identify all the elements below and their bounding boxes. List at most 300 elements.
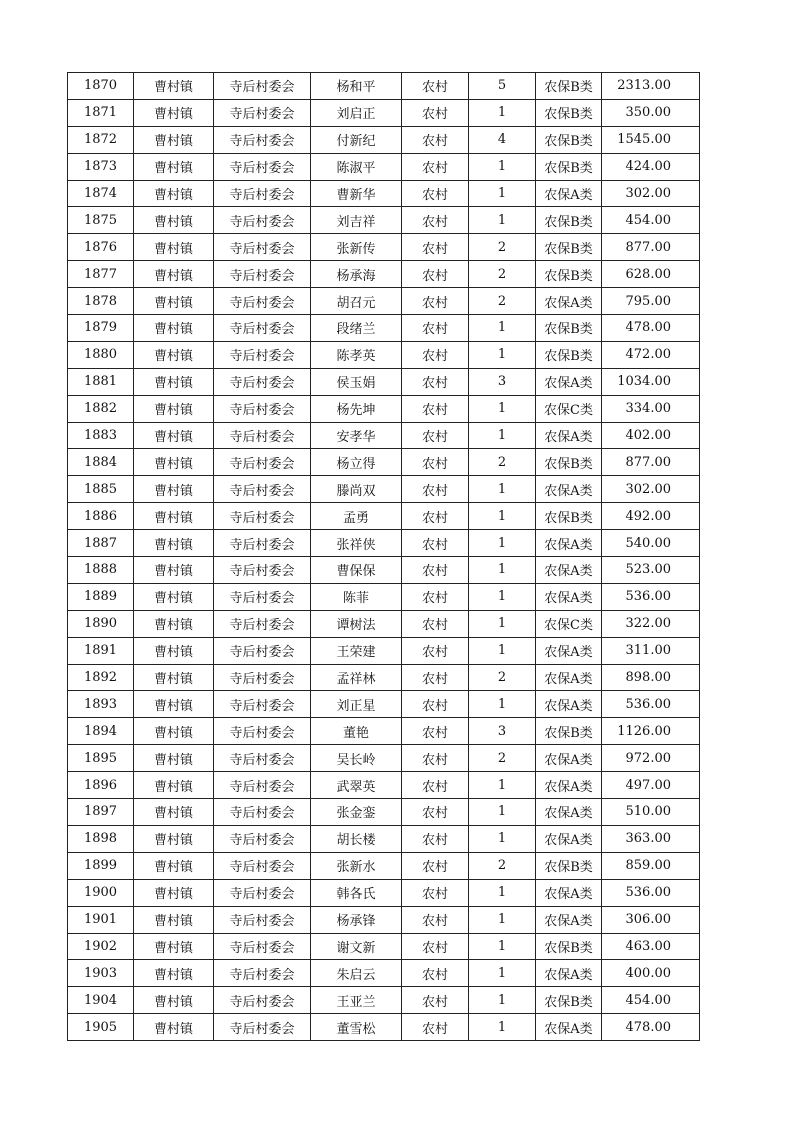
name-cell: 段绪兰 [311, 315, 402, 342]
category-cell: 农保B类 [536, 234, 602, 261]
amount-cell: 454.00 [602, 987, 700, 1014]
town-cell: 曹村镇 [134, 879, 214, 906]
household-count-cell: 1 [469, 153, 536, 180]
village-committee-cell: 寺后村委会 [214, 557, 311, 584]
row-number-cell: 1879 [68, 315, 134, 342]
village-committee-cell: 寺后村委会 [214, 610, 311, 637]
town-cell: 曹村镇 [134, 99, 214, 126]
town-cell: 曹村镇 [134, 718, 214, 745]
name-cell: 谭树法 [311, 610, 402, 637]
row-number-cell: 1881 [68, 368, 134, 395]
table-row [68, 987, 700, 1014]
row-number-cell: 1899 [68, 852, 134, 879]
table-row [68, 153, 700, 180]
table-row [68, 745, 700, 772]
name-cell: 杨先坤 [311, 395, 402, 422]
category-cell: 农保A类 [536, 583, 602, 610]
household-count-cell: 3 [469, 368, 536, 395]
town-cell: 曹村镇 [134, 73, 214, 100]
amount-cell: 302.00 [602, 180, 700, 207]
amount-cell: 400.00 [602, 960, 700, 987]
household-count-cell: 1 [469, 530, 536, 557]
category-cell: 农保B类 [536, 933, 602, 960]
town-cell: 曹村镇 [134, 261, 214, 288]
row-number-cell: 1902 [68, 933, 134, 960]
area-type-cell: 农村 [402, 583, 469, 610]
village-committee-cell: 寺后村委会 [214, 664, 311, 691]
village-committee-cell: 寺后村委会 [214, 73, 311, 100]
amount-cell: 363.00 [602, 825, 700, 852]
table-row [68, 126, 700, 153]
row-number-cell: 1897 [68, 799, 134, 826]
name-cell: 陈淑平 [311, 153, 402, 180]
category-cell: 农保B类 [536, 449, 602, 476]
table-row [68, 234, 700, 261]
amount-cell: 478.00 [602, 315, 700, 342]
area-type-cell: 农村 [402, 852, 469, 879]
area-type-cell: 农村 [402, 745, 469, 772]
household-count-cell: 2 [469, 852, 536, 879]
household-count-cell: 1 [469, 476, 536, 503]
category-cell: 农保C类 [536, 610, 602, 637]
area-type-cell: 农村 [402, 422, 469, 449]
amount-cell: 1034.00 [602, 368, 700, 395]
area-type-cell: 农村 [402, 960, 469, 987]
area-type-cell: 农村 [402, 799, 469, 826]
row-number-cell: 1887 [68, 530, 134, 557]
town-cell: 曹村镇 [134, 180, 214, 207]
household-count-cell: 1 [469, 1014, 536, 1041]
amount-cell: 454.00 [602, 207, 700, 234]
category-cell: 农保B类 [536, 153, 602, 180]
category-cell: 农保B类 [536, 503, 602, 530]
table-row [68, 772, 700, 799]
amount-cell: 302.00 [602, 476, 700, 503]
village-committee-cell: 寺后村委会 [214, 879, 311, 906]
area-type-cell: 农村 [402, 557, 469, 584]
name-cell: 杨承海 [311, 261, 402, 288]
amount-cell: 350.00 [602, 99, 700, 126]
category-cell: 农保A类 [536, 476, 602, 503]
table-row [68, 557, 700, 584]
household-count-cell: 2 [469, 745, 536, 772]
town-cell: 曹村镇 [134, 745, 214, 772]
area-type-cell: 农村 [402, 126, 469, 153]
household-count-cell: 1 [469, 906, 536, 933]
table-row [68, 449, 700, 476]
table-row [68, 906, 700, 933]
amount-cell: 424.00 [602, 153, 700, 180]
town-cell: 曹村镇 [134, 368, 214, 395]
town-cell: 曹村镇 [134, 126, 214, 153]
town-cell: 曹村镇 [134, 799, 214, 826]
amount-cell: 402.00 [602, 422, 700, 449]
area-type-cell: 农村 [402, 207, 469, 234]
name-cell: 张新水 [311, 852, 402, 879]
amount-cell: 523.00 [602, 557, 700, 584]
amount-cell: 536.00 [602, 583, 700, 610]
village-committee-cell: 寺后村委会 [214, 476, 311, 503]
area-type-cell: 农村 [402, 637, 469, 664]
household-count-cell: 2 [469, 664, 536, 691]
town-cell: 曹村镇 [134, 987, 214, 1014]
town-cell: 曹村镇 [134, 557, 214, 584]
name-cell: 杨立得 [311, 449, 402, 476]
row-number-cell: 1885 [68, 476, 134, 503]
household-count-cell: 1 [469, 637, 536, 664]
area-type-cell: 农村 [402, 368, 469, 395]
village-committee-cell: 寺后村委会 [214, 637, 311, 664]
village-committee-cell: 寺后村委会 [214, 288, 311, 315]
village-committee-cell: 寺后村委会 [214, 825, 311, 852]
area-type-cell: 农村 [402, 99, 469, 126]
town-cell: 曹村镇 [134, 449, 214, 476]
category-cell: 农保A类 [536, 664, 602, 691]
category-cell: 农保A类 [536, 745, 602, 772]
table-row [68, 422, 700, 449]
amount-cell: 1545.00 [602, 126, 700, 153]
name-cell: 孟祥林 [311, 664, 402, 691]
row-number-cell: 1889 [68, 583, 134, 610]
category-cell: 农保A类 [536, 530, 602, 557]
area-type-cell: 农村 [402, 610, 469, 637]
name-cell: 武翠英 [311, 772, 402, 799]
row-number-cell: 1886 [68, 503, 134, 530]
amount-cell: 795.00 [602, 288, 700, 315]
village-committee-cell: 寺后村委会 [214, 745, 311, 772]
area-type-cell: 农村 [402, 879, 469, 906]
table-row [68, 825, 700, 852]
village-committee-cell: 寺后村委会 [214, 960, 311, 987]
row-number-cell: 1901 [68, 906, 134, 933]
town-cell: 曹村镇 [134, 288, 214, 315]
name-cell: 杨和平 [311, 73, 402, 100]
row-number-cell: 1870 [68, 73, 134, 100]
name-cell: 陈孝英 [311, 341, 402, 368]
row-number-cell: 1904 [68, 987, 134, 1014]
table-row [68, 852, 700, 879]
name-cell: 张金銮 [311, 799, 402, 826]
amount-cell: 334.00 [602, 395, 700, 422]
town-cell: 曹村镇 [134, 852, 214, 879]
village-committee-cell: 寺后村委会 [214, 180, 311, 207]
table-row [68, 933, 700, 960]
row-number-cell: 1894 [68, 718, 134, 745]
household-count-cell: 2 [469, 261, 536, 288]
household-count-cell: 2 [469, 234, 536, 261]
household-count-cell: 2 [469, 288, 536, 315]
household-count-cell: 1 [469, 799, 536, 826]
row-number-cell: 1878 [68, 288, 134, 315]
category-cell: 农保A类 [536, 772, 602, 799]
name-cell: 张新传 [311, 234, 402, 261]
row-number-cell: 1893 [68, 691, 134, 718]
category-cell: 农保A类 [536, 825, 602, 852]
household-count-cell: 2 [469, 449, 536, 476]
category-cell: 农保B类 [536, 207, 602, 234]
table-row [68, 180, 700, 207]
village-committee-cell: 寺后村委会 [214, 153, 311, 180]
household-count-cell: 1 [469, 583, 536, 610]
household-count-cell: 3 [469, 718, 536, 745]
name-cell: 朱启云 [311, 960, 402, 987]
records-table [67, 72, 700, 1041]
village-committee-cell: 寺后村委会 [214, 449, 311, 476]
name-cell: 董雪松 [311, 1014, 402, 1041]
area-type-cell: 农村 [402, 772, 469, 799]
name-cell: 董艳 [311, 718, 402, 745]
name-cell: 曹保保 [311, 557, 402, 584]
table-row [68, 207, 700, 234]
household-count-cell: 1 [469, 422, 536, 449]
household-count-cell: 1 [469, 395, 536, 422]
amount-cell: 540.00 [602, 530, 700, 557]
household-count-cell: 4 [469, 126, 536, 153]
town-cell: 曹村镇 [134, 503, 214, 530]
town-cell: 曹村镇 [134, 207, 214, 234]
area-type-cell: 农村 [402, 530, 469, 557]
table-row [68, 288, 700, 315]
row-number-cell: 1883 [68, 422, 134, 449]
household-count-cell: 1 [469, 987, 536, 1014]
area-type-cell: 农村 [402, 987, 469, 1014]
area-type-cell: 农村 [402, 503, 469, 530]
amount-cell: 322.00 [602, 610, 700, 637]
village-committee-cell: 寺后村委会 [214, 261, 311, 288]
village-committee-cell: 寺后村委会 [214, 718, 311, 745]
area-type-cell: 农村 [402, 341, 469, 368]
area-type-cell: 农村 [402, 691, 469, 718]
row-number-cell: 1884 [68, 449, 134, 476]
town-cell: 曹村镇 [134, 664, 214, 691]
area-type-cell: 农村 [402, 476, 469, 503]
town-cell: 曹村镇 [134, 153, 214, 180]
category-cell: 农保A类 [536, 960, 602, 987]
category-cell: 农保A类 [536, 557, 602, 584]
village-committee-cell: 寺后村委会 [214, 422, 311, 449]
row-number-cell: 1874 [68, 180, 134, 207]
name-cell: 曹新华 [311, 180, 402, 207]
town-cell: 曹村镇 [134, 341, 214, 368]
table-row [68, 637, 700, 664]
amount-cell: 898.00 [602, 664, 700, 691]
table-row [68, 503, 700, 530]
area-type-cell: 农村 [402, 825, 469, 852]
village-committee-cell: 寺后村委会 [214, 341, 311, 368]
table-row [68, 73, 700, 100]
name-cell: 刘吉祥 [311, 207, 402, 234]
category-cell: 农保A类 [536, 799, 602, 826]
table-row [68, 99, 700, 126]
category-cell: 农保A类 [536, 906, 602, 933]
category-cell: 农保A类 [536, 368, 602, 395]
amount-cell: 859.00 [602, 852, 700, 879]
household-count-cell: 1 [469, 99, 536, 126]
area-type-cell: 农村 [402, 153, 469, 180]
category-cell: 农保B类 [536, 987, 602, 1014]
household-count-cell: 1 [469, 691, 536, 718]
household-count-cell: 1 [469, 933, 536, 960]
village-committee-cell: 寺后村委会 [214, 852, 311, 879]
row-number-cell: 1900 [68, 879, 134, 906]
records-table-body [68, 73, 700, 1041]
row-number-cell: 1872 [68, 126, 134, 153]
row-number-cell: 1892 [68, 664, 134, 691]
category-cell: 农保B类 [536, 126, 602, 153]
area-type-cell: 农村 [402, 1014, 469, 1041]
table-row [68, 799, 700, 826]
village-committee-cell: 寺后村委会 [214, 395, 311, 422]
category-cell: 农保B类 [536, 852, 602, 879]
household-count-cell: 1 [469, 315, 536, 342]
village-committee-cell: 寺后村委会 [214, 772, 311, 799]
village-committee-cell: 寺后村委会 [214, 1014, 311, 1041]
amount-cell: 1126.00 [602, 718, 700, 745]
category-cell: 农保B类 [536, 99, 602, 126]
category-cell: 农保B类 [536, 73, 602, 100]
name-cell: 安孝华 [311, 422, 402, 449]
amount-cell: 472.00 [602, 341, 700, 368]
amount-cell: 2313.00 [602, 73, 700, 100]
area-type-cell: 农村 [402, 449, 469, 476]
area-type-cell: 农村 [402, 261, 469, 288]
category-cell: 农保A类 [536, 180, 602, 207]
row-number-cell: 1882 [68, 395, 134, 422]
area-type-cell: 农村 [402, 664, 469, 691]
village-committee-cell: 寺后村委会 [214, 99, 311, 126]
village-committee-cell: 寺后村委会 [214, 799, 311, 826]
row-number-cell: 1871 [68, 99, 134, 126]
household-count-cell: 1 [469, 207, 536, 234]
amount-cell: 478.00 [602, 1014, 700, 1041]
area-type-cell: 农村 [402, 288, 469, 315]
amount-cell: 492.00 [602, 503, 700, 530]
household-count-cell: 1 [469, 879, 536, 906]
amount-cell: 311.00 [602, 637, 700, 664]
table-row [68, 341, 700, 368]
table-row [68, 610, 700, 637]
row-number-cell: 1896 [68, 772, 134, 799]
category-cell: 农保A类 [536, 288, 602, 315]
amount-cell: 306.00 [602, 906, 700, 933]
name-cell: 刘启正 [311, 99, 402, 126]
category-cell: 农保A类 [536, 1014, 602, 1041]
row-number-cell: 1903 [68, 960, 134, 987]
name-cell: 张祥侠 [311, 530, 402, 557]
name-cell: 王荣建 [311, 637, 402, 664]
village-committee-cell: 寺后村委会 [214, 207, 311, 234]
table-row [68, 1014, 700, 1041]
category-cell: 农保B类 [536, 718, 602, 745]
village-committee-cell: 寺后村委会 [214, 503, 311, 530]
amount-cell: 510.00 [602, 799, 700, 826]
area-type-cell: 农村 [402, 906, 469, 933]
name-cell: 胡长楼 [311, 825, 402, 852]
amount-cell: 536.00 [602, 691, 700, 718]
area-type-cell: 农村 [402, 234, 469, 261]
table-row [68, 664, 700, 691]
row-number-cell: 1877 [68, 261, 134, 288]
name-cell: 陈菲 [311, 583, 402, 610]
town-cell: 曹村镇 [134, 772, 214, 799]
name-cell: 胡召元 [311, 288, 402, 315]
name-cell: 付新纪 [311, 126, 402, 153]
row-number-cell: 1891 [68, 637, 134, 664]
category-cell: 农保A类 [536, 691, 602, 718]
town-cell: 曹村镇 [134, 691, 214, 718]
table-row [68, 960, 700, 987]
name-cell: 吴长岭 [311, 745, 402, 772]
category-cell: 农保C类 [536, 395, 602, 422]
village-committee-cell: 寺后村委会 [214, 906, 311, 933]
village-committee-cell: 寺后村委会 [214, 126, 311, 153]
name-cell: 王亚兰 [311, 987, 402, 1014]
household-count-cell: 1 [469, 557, 536, 584]
table-row [68, 718, 700, 745]
category-cell: 农保B类 [536, 341, 602, 368]
category-cell: 农保A类 [536, 637, 602, 664]
category-cell: 农保B类 [536, 315, 602, 342]
table-row [68, 583, 700, 610]
row-number-cell: 1873 [68, 153, 134, 180]
table-row [68, 261, 700, 288]
amount-cell: 877.00 [602, 234, 700, 261]
table-row [68, 879, 700, 906]
household-count-cell: 1 [469, 341, 536, 368]
household-count-cell: 1 [469, 825, 536, 852]
area-type-cell: 农村 [402, 933, 469, 960]
amount-cell: 877.00 [602, 449, 700, 476]
town-cell: 曹村镇 [134, 960, 214, 987]
table-row [68, 315, 700, 342]
row-number-cell: 1876 [68, 234, 134, 261]
table-row [68, 691, 700, 718]
amount-cell: 972.00 [602, 745, 700, 772]
area-type-cell: 农村 [402, 395, 469, 422]
town-cell: 曹村镇 [134, 476, 214, 503]
table-row [68, 395, 700, 422]
household-count-cell: 1 [469, 610, 536, 637]
area-type-cell: 农村 [402, 73, 469, 100]
table-row [68, 476, 700, 503]
row-number-cell: 1895 [68, 745, 134, 772]
table-row [68, 530, 700, 557]
category-cell: 农保A类 [536, 422, 602, 449]
town-cell: 曹村镇 [134, 825, 214, 852]
area-type-cell: 农村 [402, 180, 469, 207]
town-cell: 曹村镇 [134, 530, 214, 557]
town-cell: 曹村镇 [134, 234, 214, 261]
town-cell: 曹村镇 [134, 583, 214, 610]
town-cell: 曹村镇 [134, 610, 214, 637]
row-number-cell: 1905 [68, 1014, 134, 1041]
town-cell: 曹村镇 [134, 315, 214, 342]
row-number-cell: 1880 [68, 341, 134, 368]
row-number-cell: 1890 [68, 610, 134, 637]
village-committee-cell: 寺后村委会 [214, 583, 311, 610]
area-type-cell: 农村 [402, 315, 469, 342]
amount-cell: 628.00 [602, 261, 700, 288]
row-number-cell: 1875 [68, 207, 134, 234]
row-number-cell: 1898 [68, 825, 134, 852]
town-cell: 曹村镇 [134, 933, 214, 960]
household-count-cell: 1 [469, 960, 536, 987]
name-cell: 滕尚双 [311, 476, 402, 503]
name-cell: 刘正星 [311, 691, 402, 718]
household-count-cell: 5 [469, 73, 536, 100]
household-count-cell: 1 [469, 772, 536, 799]
village-committee-cell: 寺后村委会 [214, 315, 311, 342]
